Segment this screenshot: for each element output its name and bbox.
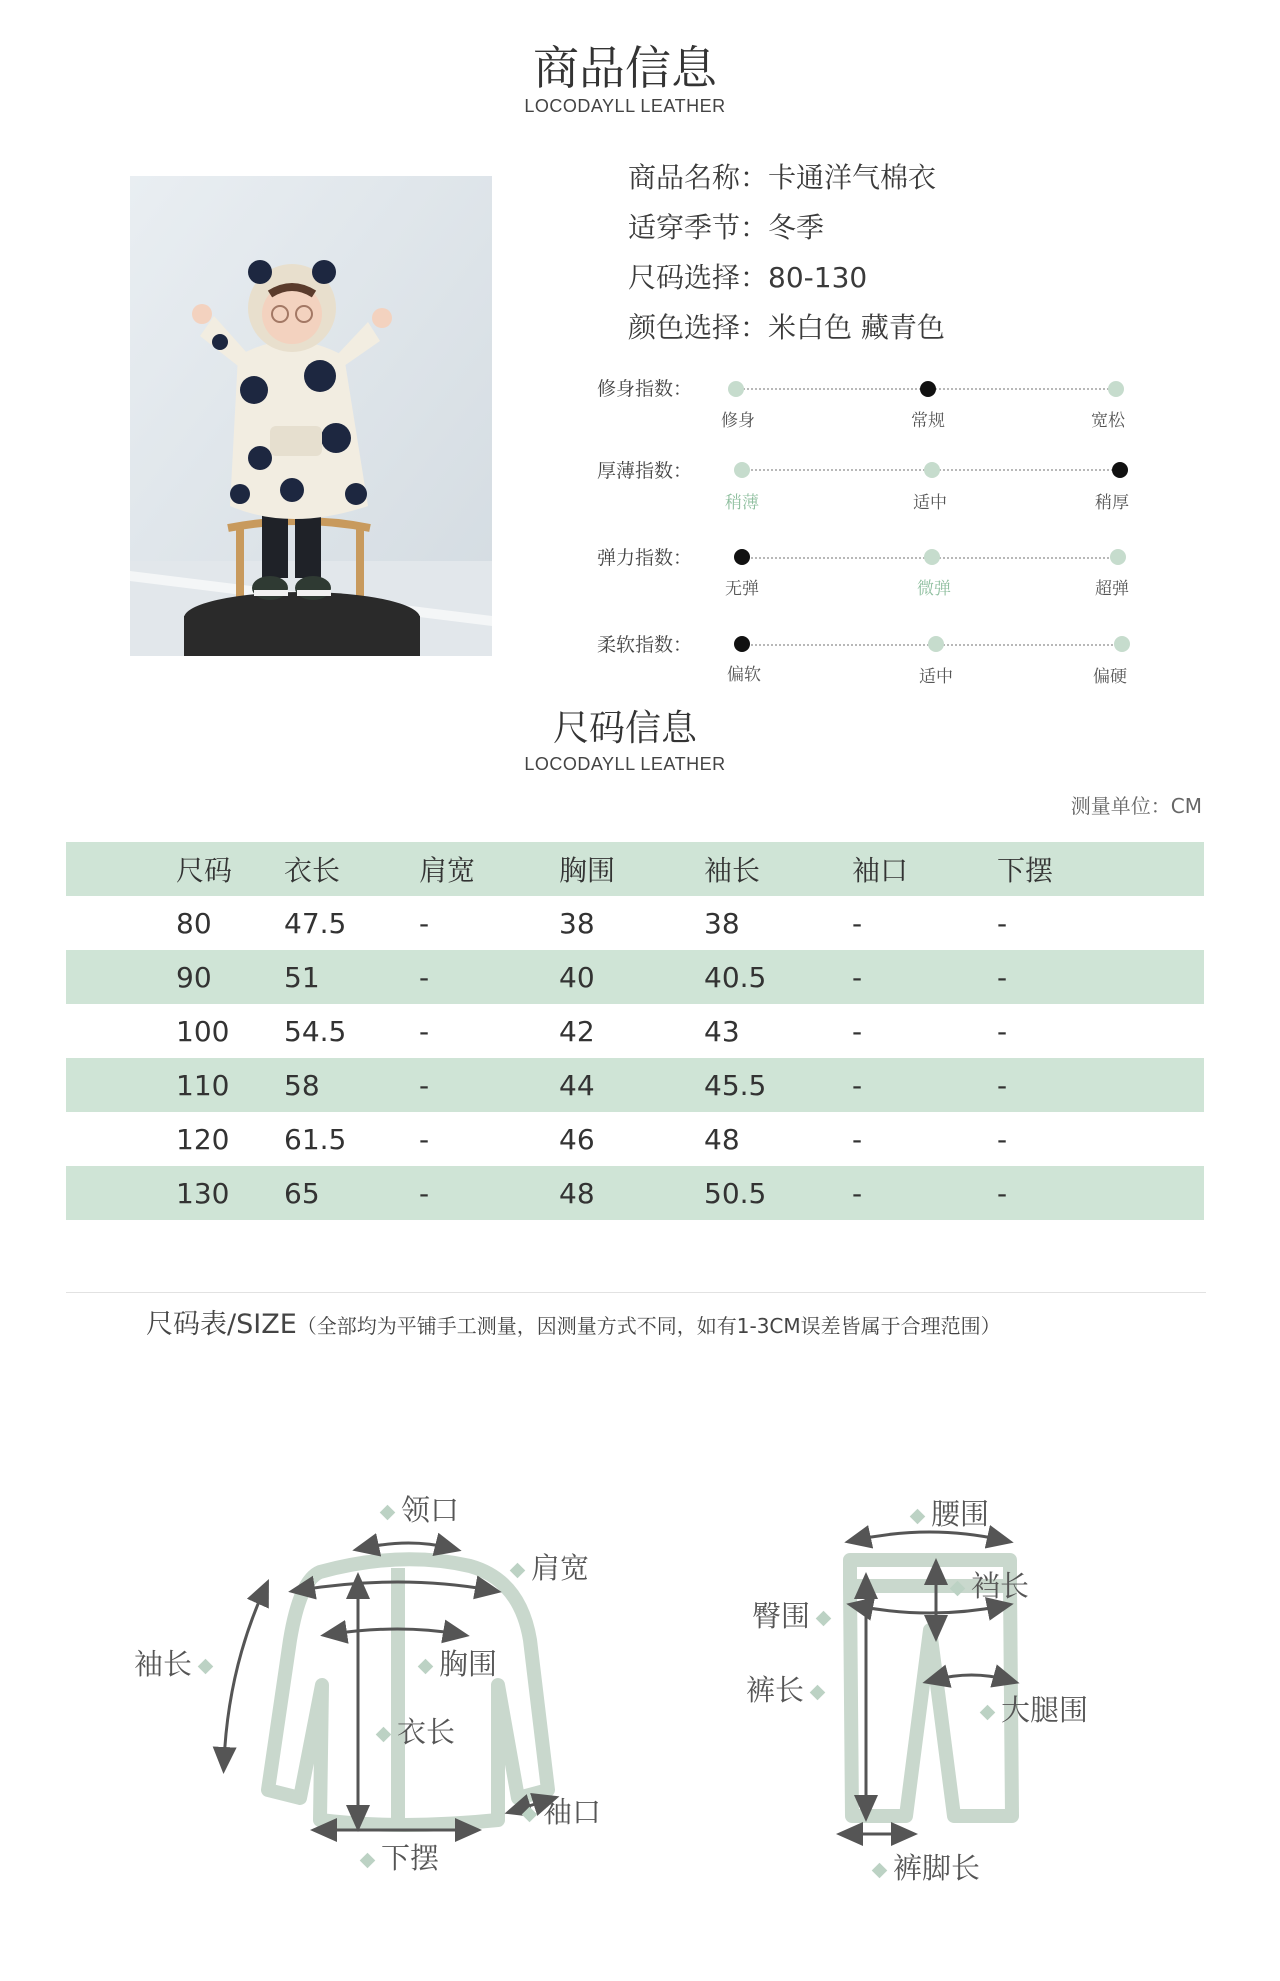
index-option-softness-2: 偏硬 [1093, 667, 1127, 687]
product-info-subtitle: LOCODAYLL LEATHER [524, 96, 726, 116]
info-label: 尺码选择 [628, 261, 741, 294]
child-in-coat-illustration [130, 176, 492, 656]
index-dot-fit-0 [728, 381, 744, 397]
table-cell: 40 [559, 960, 595, 994]
index-label-elasticity: 弹力指数： [596, 547, 692, 569]
info-value: 卡通洋气棉衣 [768, 161, 937, 194]
index-option-fit-1: 常规 [911, 411, 945, 431]
info-value: 80-130 [768, 261, 868, 294]
table-cell: 61.5 [284, 1122, 347, 1156]
size-chart-label: 尺码表/SIZE [146, 1309, 297, 1340]
column-header: 胸围 [559, 854, 616, 887]
table-cell: - [852, 1068, 863, 1102]
table-cell: 38 [559, 906, 595, 940]
section-divider [66, 1292, 1206, 1293]
info-label: 颜色选择 [628, 311, 741, 344]
table-cell: - [419, 1014, 430, 1048]
table-row [66, 950, 1204, 1004]
table-cell: 130 [176, 1176, 230, 1210]
info-label: 适穿季节 [628, 211, 741, 244]
column-header: 肩宽 [419, 854, 476, 887]
index-option-fit-0: 修身 [721, 411, 755, 431]
size-table [66, 842, 1204, 1220]
index-option-softness-0: 偏软 [727, 665, 761, 685]
diagram-label-shoulder: 肩宽 [504, 1546, 589, 1587]
info-line-color [628, 306, 945, 346]
index-dot-fit-1 [920, 381, 936, 397]
diagram-label-length: 衣长 [370, 1710, 455, 1751]
table-cell: - [419, 1068, 430, 1102]
column-header: 尺码 [176, 854, 233, 887]
info-sep: ： [740, 161, 769, 194]
index-option-softness-1: 适中 [919, 667, 953, 687]
column-header: 袖口 [852, 854, 909, 887]
table-cell: 120 [176, 1122, 230, 1156]
product-photo [130, 176, 492, 656]
index-dot-elasticity-0 [734, 549, 750, 565]
table-cell: - [997, 906, 1008, 940]
jacket-outline [268, 1559, 548, 1826]
table-cell: - [419, 1122, 430, 1156]
index-dot-softness-1 [928, 636, 944, 652]
table-cell: 51 [284, 960, 320, 994]
column-header: 袖长 [704, 854, 761, 887]
info-sep: ： [740, 311, 769, 344]
diagram-label-leg-opening: 裤脚长 [866, 1846, 980, 1887]
info-sep: ： [740, 261, 769, 294]
table-cell: 58 [284, 1068, 320, 1102]
table-cell: 54.5 [284, 1014, 347, 1048]
diagram-label-crotch: 裆长 [944, 1564, 1029, 1605]
table-cell: 48 [559, 1176, 595, 1210]
info-label: 商品名称 [628, 161, 741, 194]
table-cell: 45.5 [704, 1068, 767, 1102]
size-info-subtitle: LOCODAYLL LEATHER [524, 754, 726, 774]
diagram-label-hip: 臀围 [752, 1594, 837, 1635]
diagram-label-chest: 胸围 [412, 1642, 497, 1683]
index-dot-softness-2 [1114, 636, 1130, 652]
table-cell: 50.5 [704, 1176, 767, 1210]
table-cell: 44 [559, 1068, 595, 1102]
index-option-elasticity-1: 微弹 [917, 579, 951, 599]
table-cell: - [419, 960, 430, 994]
table-cell: - [852, 1176, 863, 1210]
index-dot-fit-2 [1108, 381, 1124, 397]
size-info-title: 尺码信息 [552, 708, 697, 749]
table-cell: - [419, 1176, 430, 1210]
index-option-thickness-2: 稍厚 [1095, 493, 1129, 513]
index-option-elasticity-2: 超弹 [1095, 579, 1129, 599]
diagram-label-sleeve: 袖长 [134, 1642, 219, 1683]
table-cell: 47.5 [284, 906, 347, 940]
table-cell: - [852, 1014, 863, 1048]
table-cell: - [997, 1068, 1008, 1102]
info-line-size [628, 256, 867, 296]
diagram-label-hem: 下摆 [354, 1836, 439, 1877]
index-option-thickness-1: 适中 [913, 493, 947, 513]
table-cell: - [852, 1122, 863, 1156]
table-cell: - [997, 1122, 1008, 1156]
table-cell: 80 [176, 906, 212, 940]
table-cell: 46 [559, 1122, 595, 1156]
table-cell: 65 [284, 1176, 320, 1210]
index-dot-thickness-1 [924, 462, 940, 478]
table-cell: 48 [704, 1122, 740, 1156]
product-info-title: 商品信息 [533, 41, 717, 95]
column-header: 下摆 [997, 854, 1054, 887]
index-dot-thickness-2 [1112, 462, 1128, 478]
diagram-label-cuff: 袖口 [516, 1790, 601, 1831]
index-label-thickness: 厚薄指数： [596, 460, 692, 482]
index-label-fit: 修身指数： [596, 378, 692, 400]
table-row [66, 896, 1204, 950]
table-cell: - [419, 906, 430, 940]
table-row [66, 1166, 1204, 1220]
index-label-softness: 柔软指数： [596, 634, 692, 656]
table-row [66, 1004, 1204, 1058]
info-line-name [628, 156, 936, 196]
diagram-label-waist: 腰围 [904, 1492, 989, 1533]
table-header-row [66, 842, 1204, 896]
table-cell: - [997, 1014, 1008, 1048]
table-row [66, 1058, 1204, 1112]
table-cell: - [852, 906, 863, 940]
size-chart-note [146, 1302, 1001, 1341]
measurement-unit: 测量单位：CM [1070, 794, 1202, 818]
info-value: 冬季 [768, 211, 825, 244]
index-option-thickness-0: 稍薄 [725, 493, 759, 513]
table-cell: - [997, 1176, 1008, 1210]
table-cell: 100 [176, 1014, 230, 1048]
info-sep: ： [740, 211, 769, 244]
table-cell: - [852, 960, 863, 994]
diagram-label-thigh: 大腿围 [974, 1688, 1088, 1729]
index-option-elasticity-0: 无弹 [725, 579, 759, 599]
table-cell: 110 [176, 1068, 230, 1102]
diagram-label-collar: 领口 [374, 1488, 459, 1529]
index-dot-elasticity-1 [924, 549, 940, 565]
table-cell: - [997, 960, 1008, 994]
index-dot-thickness-0 [734, 462, 750, 478]
table-cell: 40.5 [704, 960, 767, 994]
diagram-label-pants-length: 裤长 [746, 1668, 831, 1709]
table-cell: 38 [704, 906, 740, 940]
index-dot-softness-0 [734, 636, 750, 652]
info-line-season [628, 206, 824, 246]
info-value: 米白色 藏青色 [768, 311, 945, 344]
table-cell: 90 [176, 960, 212, 994]
table-cell: 42 [559, 1014, 595, 1048]
index-option-fit-2: 宽松 [1091, 411, 1125, 431]
table-cell: 43 [704, 1014, 740, 1048]
table-row [66, 1112, 1204, 1166]
size-chart-disclaimer: （全部均为平铺手工测量，因测量方式不同，如有1-3CM误差皆属于合理范围） [296, 1314, 1001, 1338]
index-dot-elasticity-2 [1110, 549, 1126, 565]
column-header: 衣长 [284, 854, 341, 887]
